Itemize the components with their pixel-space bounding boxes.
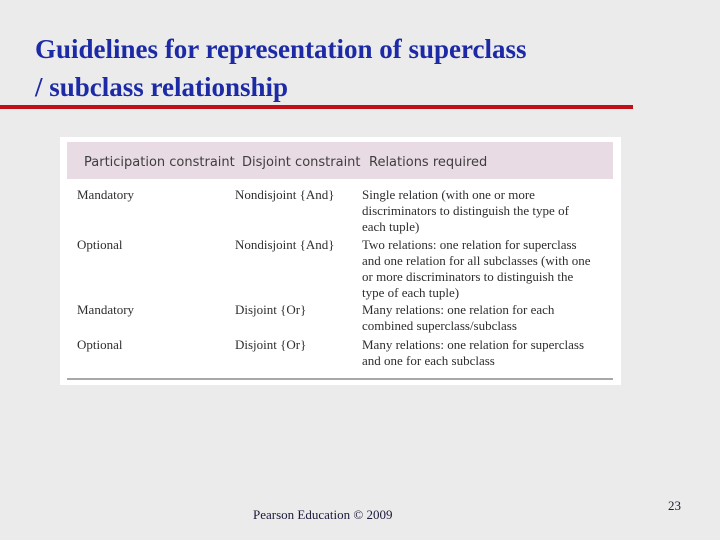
slide-title-line-2: / subclass relationship xyxy=(35,72,289,102)
row-2-relations-line: type of each tuple) xyxy=(362,285,460,300)
row-2-relations xyxy=(362,237,591,301)
row-2-relations-line: and one relation for all subclasses (with one xyxy=(362,253,591,268)
footer-copyright: Pearson Education © 2009 xyxy=(253,507,393,522)
header-disjoint-constraint: Disjoint constraint xyxy=(242,155,361,170)
row-4-relations-line: and one for each subclass xyxy=(362,353,495,368)
slide-title xyxy=(35,30,655,106)
table-header-row xyxy=(67,142,613,179)
row-3-participation: Mandatory xyxy=(77,302,135,317)
row-4-relations xyxy=(362,337,584,369)
row-1-participation: Mandatory xyxy=(77,187,135,202)
slide-page-number: 23 xyxy=(668,498,681,513)
table-bottom-rule xyxy=(67,378,613,380)
row-2-disjoint: Nondisjoint {And} xyxy=(235,237,335,252)
row-1-relations-line: discriminators to distinguish the type of xyxy=(362,203,569,218)
header-participation-constraint: Participation constraint xyxy=(84,155,235,170)
row-4-participation: Optional xyxy=(77,337,123,352)
row-2-participation: Optional xyxy=(77,237,123,252)
row-3-disjoint: Disjoint {Or} xyxy=(235,302,307,317)
constraints-table xyxy=(60,137,621,385)
row-4-disjoint: Disjoint {Or} xyxy=(235,337,307,352)
row-3-relations-line: combined superclass/subclass xyxy=(362,318,517,333)
title-underline xyxy=(0,105,633,109)
row-2-relations-line: or more discriminators to distinguish the xyxy=(362,269,574,284)
row-1-disjoint: Nondisjoint {And} xyxy=(235,187,335,202)
row-2-relations-line: Two relations: one relation for superclass xyxy=(362,237,577,252)
row-1-relations-line: Single relation (with one or more xyxy=(362,187,535,202)
slide-title-line-1: Guidelines for representation of superclass xyxy=(35,34,527,64)
row-1-relations xyxy=(362,187,569,235)
row-3-relations-line: Many relations: one relation for each xyxy=(362,302,555,317)
header-relations-required: Relations required xyxy=(369,155,488,170)
row-4-relations-line: Many relations: one relation for superclass xyxy=(362,337,585,352)
row-3-relations xyxy=(362,302,554,334)
row-1-relations-line: each tuple) xyxy=(362,219,420,234)
